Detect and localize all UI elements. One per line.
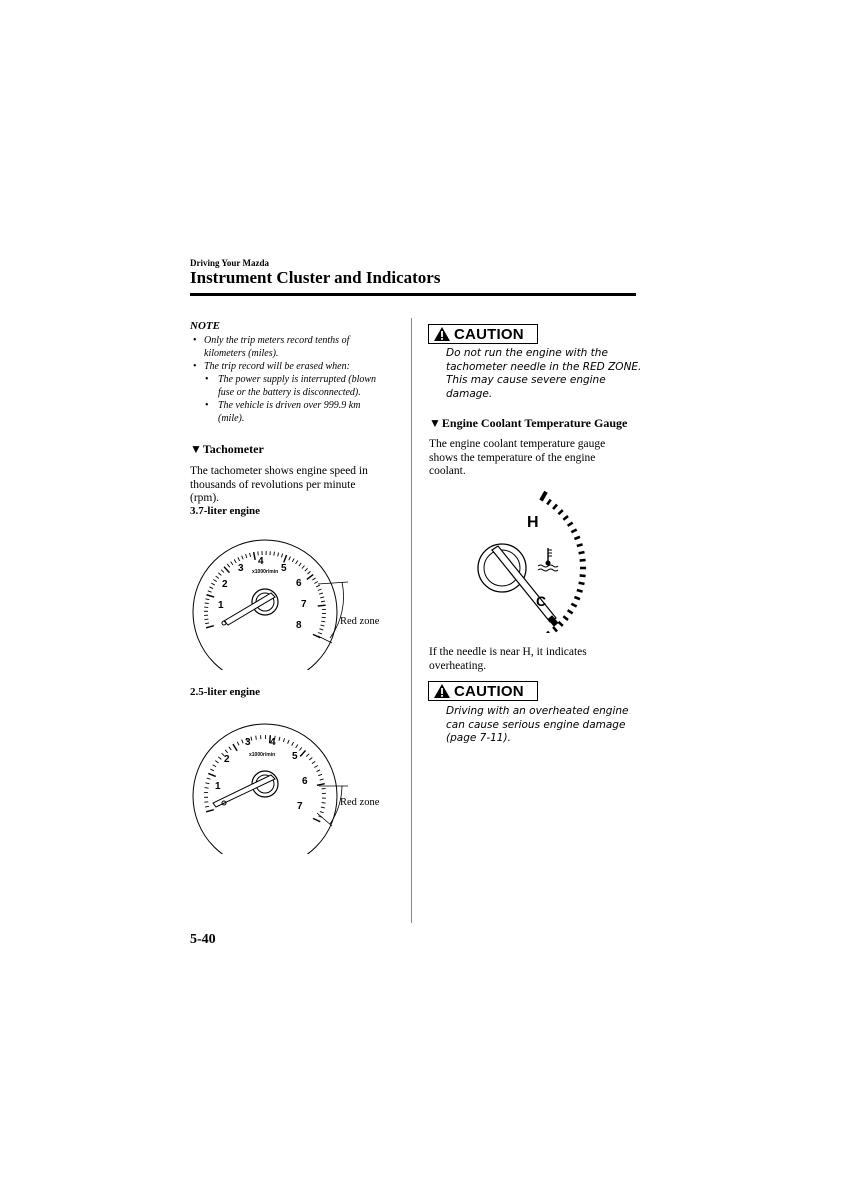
tick-mark xyxy=(237,742,239,746)
tick-mark xyxy=(254,552,255,560)
tick-mark xyxy=(316,585,320,587)
tach-num-6: 6 xyxy=(302,776,308,787)
tick-mark xyxy=(238,557,240,561)
tick-mark xyxy=(208,591,212,592)
tick-mark xyxy=(299,747,301,750)
caution-text-2: Driving with an overheated engine can cause serious engine damage (page 7-11). xyxy=(446,705,629,744)
tick-mark xyxy=(284,555,287,562)
tick-mark xyxy=(553,627,557,632)
heading-marker-icon: ▼ xyxy=(429,416,441,430)
tick-mark xyxy=(312,761,315,763)
tick-mark xyxy=(205,623,209,624)
tick-mark xyxy=(571,530,576,533)
coolant-gauge-diagram xyxy=(470,488,600,633)
red-zone-line-lower xyxy=(318,636,332,643)
tick-mark xyxy=(547,632,550,633)
tick-mark xyxy=(558,622,562,626)
note-item-continued: kilometers (miles). xyxy=(204,348,279,359)
tach-num-4: 4 xyxy=(258,556,264,567)
tach-num-7: 7 xyxy=(301,599,307,610)
overheat-description: If the needle is near H, it indicates overheating. xyxy=(429,646,587,672)
tick-mark xyxy=(313,818,320,821)
tick-mark xyxy=(579,552,585,553)
tick-mark xyxy=(205,806,209,807)
tick-mark xyxy=(306,754,309,757)
tick-mark xyxy=(296,561,298,564)
note-subitem: • The vehicle is driven over 999.9 km xyxy=(205,400,361,411)
tick-mark xyxy=(320,625,324,626)
red-zone-label: Red zone xyxy=(340,616,380,627)
tick-mark xyxy=(320,779,324,780)
tach-num-6: 6 xyxy=(296,578,302,589)
tick-mark xyxy=(320,812,324,813)
tick-mark xyxy=(314,766,317,768)
tick-mark xyxy=(242,556,244,560)
tick-mark xyxy=(577,590,583,592)
tachometer-diagram-2-5 xyxy=(190,714,410,854)
caution-box-2 xyxy=(428,681,538,701)
tick-mark xyxy=(221,570,224,573)
tick-mark xyxy=(213,765,216,767)
tick-mark xyxy=(234,559,236,562)
tick-mark xyxy=(308,571,311,574)
tick-mark xyxy=(296,745,298,748)
caution-box-1 xyxy=(428,324,538,344)
tick-mark xyxy=(307,575,313,580)
tick-mark xyxy=(242,740,244,744)
tach-num-4: 4 xyxy=(270,737,276,748)
tick-mark xyxy=(213,580,216,582)
tick-mark xyxy=(227,564,229,567)
tick-mark xyxy=(205,599,209,600)
note-subitem: • The power supply is interrupted (blown xyxy=(205,374,377,385)
tick-mark xyxy=(580,560,586,561)
caution-label: CAUTION xyxy=(454,682,524,700)
note-list xyxy=(190,334,402,425)
tick-mark xyxy=(553,505,557,510)
note-heading: NOTE xyxy=(190,320,220,332)
tick-mark xyxy=(568,523,573,526)
tick-mark xyxy=(246,554,247,558)
tick-mark xyxy=(577,544,583,546)
tick-mark xyxy=(312,578,315,580)
red-zone-line-upper xyxy=(318,582,348,584)
caution-label: CAUTION xyxy=(454,325,524,343)
section-label: Driving Your Mazda xyxy=(190,258,270,268)
tick-mark xyxy=(210,769,214,771)
tick-mark xyxy=(206,626,214,628)
tick-mark xyxy=(321,601,325,602)
warning-triangle-icon xyxy=(433,326,451,342)
tick-mark xyxy=(563,616,568,620)
tick-mark xyxy=(568,610,573,613)
note-item: • The trip record will be erased when: xyxy=(193,361,350,372)
tick-mark xyxy=(215,761,218,763)
engine-label-2-5: 2.5-liter engine xyxy=(190,686,261,698)
tick-mark xyxy=(216,576,219,578)
tick-mark xyxy=(229,747,231,750)
tick-mark xyxy=(292,558,294,562)
tach-unit: x1000r/min xyxy=(252,569,279,575)
tach-num-1: 1 xyxy=(218,600,224,611)
tick-mark xyxy=(225,750,228,753)
tick-mark xyxy=(288,740,290,744)
tick-mark xyxy=(318,774,322,775)
tick-mark xyxy=(218,757,221,760)
tick-mark xyxy=(281,554,282,558)
tach-num-2: 2 xyxy=(222,579,228,590)
tick-mark xyxy=(224,567,229,573)
page-number: 5-40 xyxy=(190,932,216,947)
tick-mark xyxy=(292,742,294,746)
tick-mark xyxy=(207,778,211,779)
tick-mark xyxy=(321,807,325,808)
tach-num-1: 1 xyxy=(215,781,221,792)
title-rule xyxy=(190,293,636,296)
tick-mark xyxy=(316,770,320,772)
tach-num-8: 8 xyxy=(296,620,302,631)
tach-num-2: 2 xyxy=(224,754,230,765)
tach-num-3: 3 xyxy=(245,737,251,748)
coolant-heading: ▼Engine Coolant Temperature Gauge xyxy=(429,416,628,430)
tick-mark xyxy=(580,575,586,576)
tick-mark xyxy=(278,553,279,557)
note-subitem-continued: fuse or the battery is disconnected). xyxy=(218,387,361,398)
tick-mark xyxy=(205,783,209,784)
tachometer-diagram-3-7 xyxy=(190,530,410,670)
caution-text-1: Do not run the engine with the tachometer needle in the RED ZONE. This may cause severe engine damage. xyxy=(446,347,642,400)
tick-mark xyxy=(563,516,568,520)
page-title: Instrument Cluster and Indicators xyxy=(190,268,441,287)
tick-mark xyxy=(320,597,324,598)
tach-num-5: 5 xyxy=(281,563,287,574)
tick-mark xyxy=(218,573,221,576)
note-item: • Only the trip meters record tenths of xyxy=(193,335,350,346)
tick-mark xyxy=(283,738,284,742)
tick-mark xyxy=(209,587,213,589)
gauge-hot-label: H xyxy=(527,514,539,531)
tick-mark xyxy=(318,589,322,591)
tick-mark xyxy=(205,788,209,789)
tick-mark xyxy=(313,634,320,637)
red-zone-line-lower xyxy=(317,813,332,826)
tach-num-5: 5 xyxy=(292,751,298,762)
tick-mark xyxy=(206,810,214,812)
tick-mark xyxy=(305,568,308,571)
tick-mark xyxy=(250,553,251,557)
tick-mark xyxy=(211,583,215,585)
tick-mark xyxy=(299,563,301,566)
tick-mark xyxy=(302,566,305,569)
tick-mark xyxy=(558,510,562,514)
tick-mark xyxy=(256,736,257,740)
heading-marker-icon: ▼ xyxy=(190,442,202,456)
tick-mark xyxy=(574,597,580,599)
tick-mark xyxy=(206,595,214,597)
red-zone-label: Red zone xyxy=(340,797,380,808)
tach-num-3: 3 xyxy=(238,563,244,574)
coolant-description: The engine coolant temperature gauge shows the temperature of the engine coolant. xyxy=(429,438,606,477)
tick-mark xyxy=(317,784,325,786)
tick-mark xyxy=(321,621,325,622)
tach-unit: x1000r/min xyxy=(249,752,276,758)
tick-mark xyxy=(319,593,323,594)
warning-triangle-icon xyxy=(433,683,451,699)
column-divider xyxy=(411,318,412,923)
tick-mark xyxy=(314,582,317,584)
tick-mark xyxy=(300,750,305,756)
gauge-cold-label: C xyxy=(536,593,547,609)
tick-mark xyxy=(318,605,326,606)
tick-mark xyxy=(547,500,550,505)
tach-num-7: 7 xyxy=(297,801,303,812)
tick-mark xyxy=(289,557,291,561)
tick-mark xyxy=(318,632,322,633)
tick-mark xyxy=(319,629,323,630)
tick-mark xyxy=(571,604,576,607)
tick-mark xyxy=(205,603,209,604)
tick-mark xyxy=(309,757,312,760)
tick-mark xyxy=(231,562,233,565)
tick-mark xyxy=(274,552,275,556)
tick-mark xyxy=(574,537,580,539)
note-subitem-continued: (mile). xyxy=(218,413,245,424)
tick-mark xyxy=(541,492,546,501)
tick-mark xyxy=(579,583,585,584)
thermometer-icon xyxy=(538,548,558,571)
tick-mark xyxy=(251,737,252,741)
tick-mark xyxy=(208,773,215,776)
tick-mark xyxy=(233,744,237,751)
tachometer-heading: ▼Tachometer xyxy=(190,442,264,456)
engine-label-3-7: 3.7-liter engine xyxy=(190,505,261,517)
tachometer-description: The tachometer shows engine speed in thousands of revolutions per minute (rpm). xyxy=(190,465,368,504)
tick-mark xyxy=(279,737,280,741)
